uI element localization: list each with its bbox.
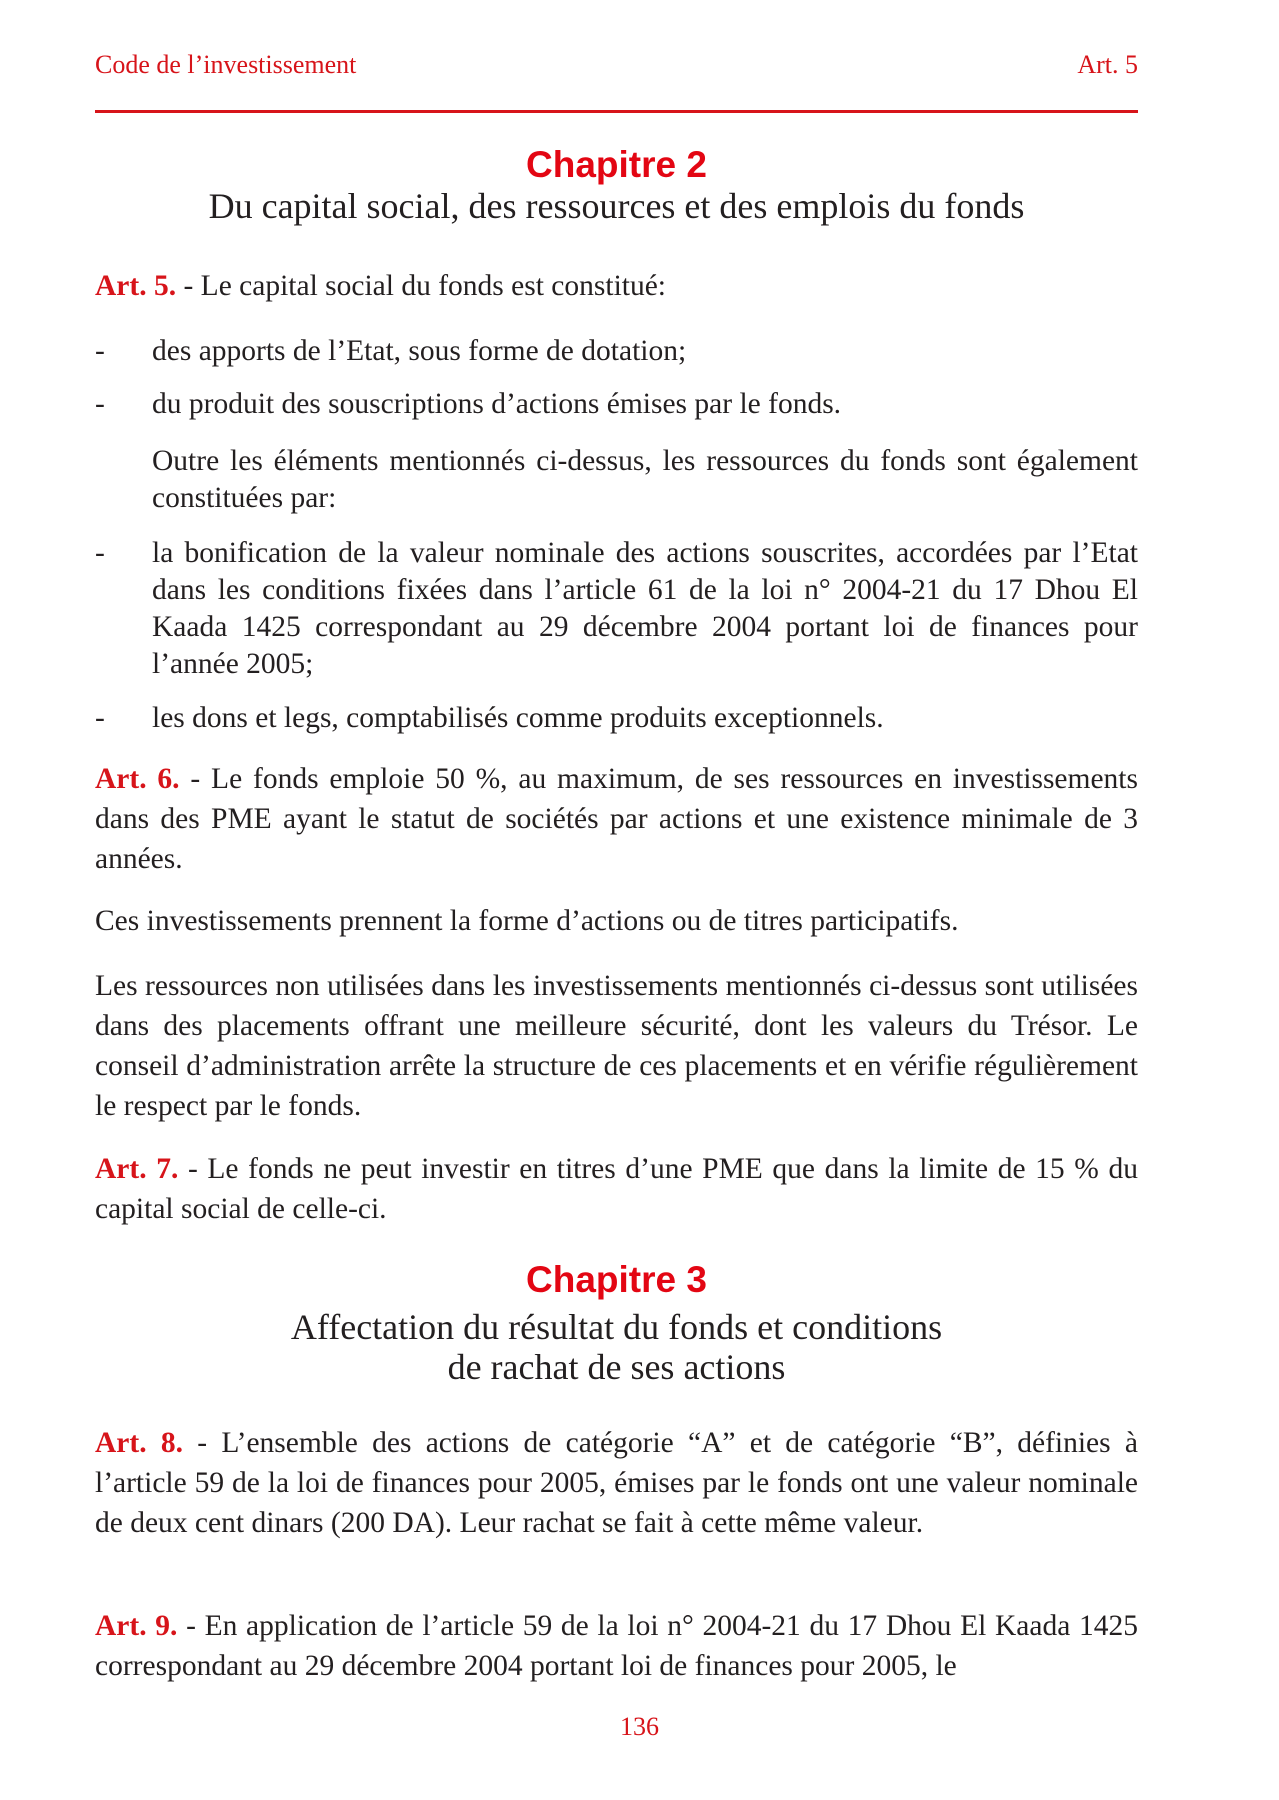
list-item bbox=[95, 535, 1138, 683]
list-dash: - bbox=[95, 388, 105, 420]
article-6 bbox=[95, 759, 1138, 879]
chapter-2-title: Chapitre 2 bbox=[526, 144, 707, 185]
header-rule bbox=[95, 110, 1138, 113]
chapter-2-subtitle: Du capital social, des ressources et des emplois du fonds bbox=[208, 186, 1025, 226]
list-item-text: du produit des souscriptions d’actions émises par le fonds. bbox=[152, 388, 842, 420]
article-8-label: Art. 8. bbox=[95, 1427, 183, 1459]
article-9-label: Art. 9. bbox=[95, 1610, 178, 1642]
article-6-paragraph-3: Les ressources non utilisées dans les investissements mentionnés ci-dessus sont utilisées dans des placements offrant une meilleure sécurité, dont les valeurs du Trésor. Le conseil d’administration arrête la structure de ces placements et en vérifie régulièrement le respect par le fonds. bbox=[95, 970, 1138, 1122]
list-item bbox=[95, 333, 1138, 370]
chapter-3-subtitle-line-1: Affectation du résultat du fonds et conditions bbox=[290, 1307, 943, 1347]
article-9 bbox=[95, 1606, 1138, 1686]
article-6-paragraph-2: Ces investissements prennent la forme d’actions ou de titres participatifs. bbox=[95, 905, 959, 937]
list-dash: - bbox=[95, 537, 105, 569]
article-7 bbox=[95, 1149, 1138, 1229]
article-6-text: - Le fonds emploie 50 %, au maximum, de ses ressources en investissements dans des PME ayant le statut de sociétés par actions et une existence minimale de 3 années. bbox=[95, 763, 1138, 875]
list-item bbox=[95, 386, 1138, 423]
article-9-text: - En application de l’article 59 de la loi n° 2004-21 du 17 Dhou El Kaada 1425 correspondant au 29 décembre 2004 portant loi de finances pour 2005, le bbox=[95, 1610, 1138, 1682]
article-5-intro bbox=[95, 266, 1138, 306]
article-6-label: Art. 6. bbox=[95, 763, 180, 795]
list-dash: - bbox=[95, 702, 105, 734]
chapter-3-subtitle-line-2: de rachat de ses actions bbox=[447, 1347, 786, 1387]
list-item-text: la bonification de la valeur nominale des actions souscrites, accordées par l’Etat dans les conditions fixées dans l’article 61 de la loi n° 2004-21 du 17 Dhou El Kaada 1425 correspondant au 29 décembre 2004 portant loi de finances pour l’année 2005; bbox=[152, 537, 1138, 680]
article-7-label: Art. 7. bbox=[95, 1153, 179, 1185]
book-title: Code de l’investissement bbox=[95, 50, 357, 79]
list-dash: - bbox=[95, 335, 105, 367]
article-5-intro-text: - Le capital social du fonds est constitué: bbox=[176, 270, 666, 302]
article-8 bbox=[95, 1423, 1138, 1543]
list-item bbox=[95, 700, 1138, 737]
continuation-text: Outre les éléments mentionnés ci-dessus, les ressources du fonds sont également constituées par: bbox=[152, 445, 1138, 514]
article-7-text: - Le fonds ne peut investir en titres d’une PME que dans la limite de 15 % du capital social de celle-ci. bbox=[95, 1153, 1138, 1225]
article-5-continuation bbox=[95, 443, 1138, 517]
article-reference: Art. 5 bbox=[1077, 50, 1138, 79]
running-header bbox=[95, 50, 1138, 86]
article-8-text: - L’ensemble des actions de catégorie “A” et de catégorie “B”, définies à l’article 59 de la loi de finances pour 2005, émises par le fonds ont une valeur nominale de deux cent dinars (200 DA). Leur rachat se fait à cette même valeur. bbox=[95, 1427, 1138, 1539]
page-number: 136 bbox=[620, 1712, 659, 1741]
list-item-text: les dons et legs, comptabilisés comme produits exceptionnels. bbox=[152, 702, 884, 734]
article-5-label: Art. 5. bbox=[95, 270, 177, 302]
list-item-text: des apports de l’Etat, sous forme de dotation; bbox=[152, 335, 687, 367]
chapter-3-title: Chapitre 3 bbox=[526, 1259, 707, 1300]
